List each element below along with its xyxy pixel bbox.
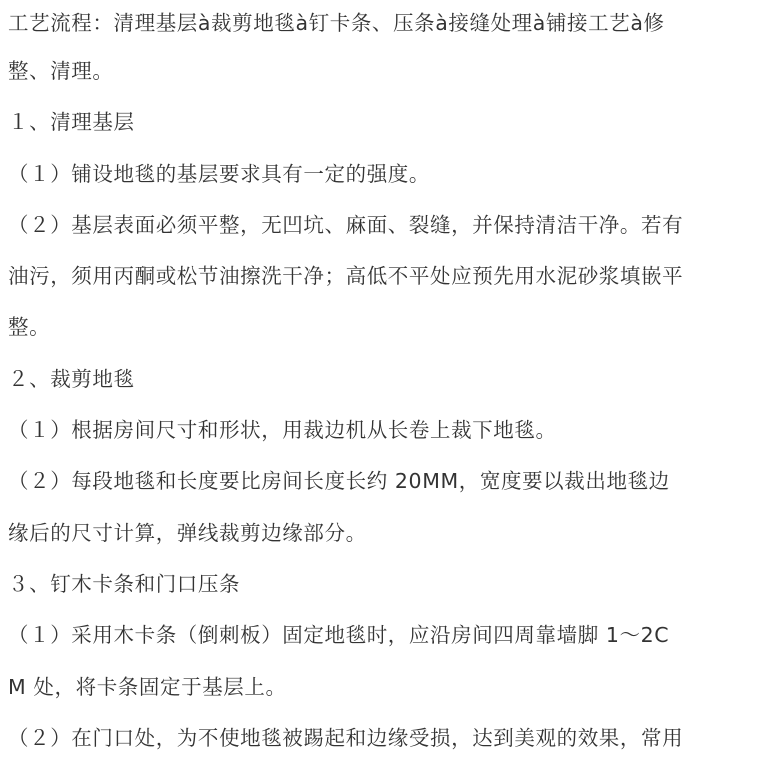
text-line: （１）铺设地毯的基层要求具有一定的强度。	[8, 161, 430, 186]
text-line: 工艺流程：清理基层à裁剪地毯à钉卡条、压条à接缝处理à铺接工艺à修	[8, 11, 665, 35]
text-line: M 处，将卡条固定于基层上。	[8, 674, 287, 699]
text-line: （２）在门口处，为不使地毯被踢起和边缘受损，达到美观的效果，常用	[8, 725, 684, 750]
text-line: 缘后的尺寸计算，弹线裁剪边缘部分。	[8, 520, 367, 545]
section-heading: ２、裁剪地毯	[8, 366, 135, 391]
text-line: （２）每段地毯和长度要比房间长度长约 20MM，宽度要以裁出地毯边	[8, 469, 670, 494]
text-line: 整。	[8, 315, 51, 340]
text-line: （１）根据房间尺寸和形状，用裁边机从长卷上裁下地毯。	[8, 418, 557, 443]
text-line: 油污，须用丙酮或松节油擦洗干净；高低不平处应预先用水泥砂浆填嵌平	[8, 264, 684, 289]
text-line: （１）采用木卡条（倒刺板）固定地毯时，应沿房间四周靠墙脚 1～2C	[8, 623, 670, 648]
section-heading: ３、钉木卡条和门口压条	[8, 571, 241, 596]
text-line: 整、清理。	[8, 59, 114, 83]
document-body	[8, 0, 754, 764]
text-line: （２）基层表面必须平整，无凹坑、麻面、裂缝，并保持清洁干净。若有	[8, 212, 684, 237]
section-heading: １、清理基层	[8, 110, 135, 135]
